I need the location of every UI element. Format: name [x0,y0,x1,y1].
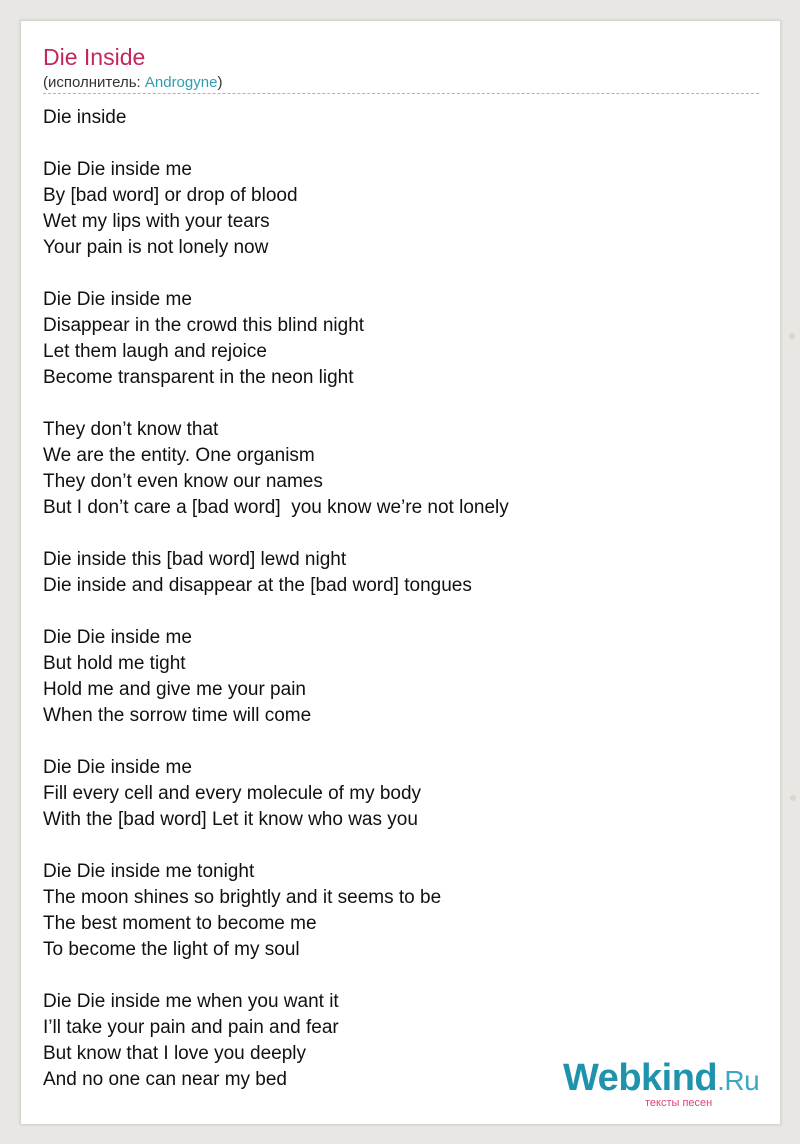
lyric-line: Die Die inside me [43,289,192,310]
stanza [43,287,758,391]
lyric-line: Disappear in the crowd this blind night [43,315,365,336]
logo-tld: .Ru [717,1065,760,1096]
decorative-dot [790,795,796,801]
title-divider [43,93,759,94]
logo-wordmark [563,1056,759,1103]
lyric-line: Die Die inside me when you want it [43,991,339,1012]
lyric-line: The moon shines so brightly and it seems to be [43,887,442,908]
logo-tagline: тексты песен [645,1097,713,1109]
lyric-line: The best moment to become me [43,913,317,934]
stanza [43,547,758,599]
stanza [43,417,758,521]
lyrics-sheet [20,20,781,1125]
lyric-line: Die inside and disappear at the [bad word] tongues [43,575,472,596]
lyric-line: They don’t know that [43,419,219,440]
stanza [43,105,758,131]
webkind-logo[interactable] [563,1056,763,1116]
lyric-line: Wet my lips with your tears [43,211,270,232]
lyric-line: Fill every cell and every molecule of my body [43,783,422,804]
stanza [43,157,758,261]
artist-suffix: ) [217,74,223,91]
lyric-line: With the [bad word] Let it know who was you [43,809,418,830]
lyric-line: Die Die inside me [43,627,192,648]
stanza [43,859,758,963]
lyric-line: They don’t even know our names [43,471,323,492]
lyric-line: Die Die inside me [43,159,192,180]
lyric-line: But know that I love you deeply [43,1043,306,1064]
lyrics-body [43,105,758,1119]
lyric-line: We are the entity. One organism [43,445,315,466]
lyric-line: Die Die inside me tonight [43,861,255,882]
lyric-line: Hold me and give me your pain [43,679,306,700]
stanza [43,755,758,833]
stanza [43,625,758,729]
lyric-line: Die inside this [bad word] lewd night [43,549,347,570]
lyric-line: Your pain is not lonely now [43,237,269,258]
lyric-line: But hold me tight [43,653,186,674]
artist-prefix: (исполнитель: [43,74,145,91]
artist-line [43,74,222,92]
lyric-line: Let them laugh and rejoice [43,341,267,362]
lyric-line: By [bad word] or drop of blood [43,185,298,206]
lyric-line: I’ll take your pain and pain and fear [43,1017,339,1038]
lyric-line: Become transparent in the neon light [43,367,354,388]
lyric-line: Die inside [43,107,127,128]
logo-name: Webkind [563,1057,718,1099]
lyric-line: But I don’t care a [bad word] you know we’re not lonely [43,497,509,518]
lyric-line: To become the light of my soul [43,939,300,960]
artist-link[interactable]: Androgyne [144,74,218,91]
song-title: Die Inside [43,44,146,70]
lyric-line: Die Die inside me [43,757,192,778]
lyric-line: And no one can near my bed [43,1069,288,1090]
decorative-dot [789,333,795,339]
lyric-line: When the sorrow time will come [43,705,312,726]
